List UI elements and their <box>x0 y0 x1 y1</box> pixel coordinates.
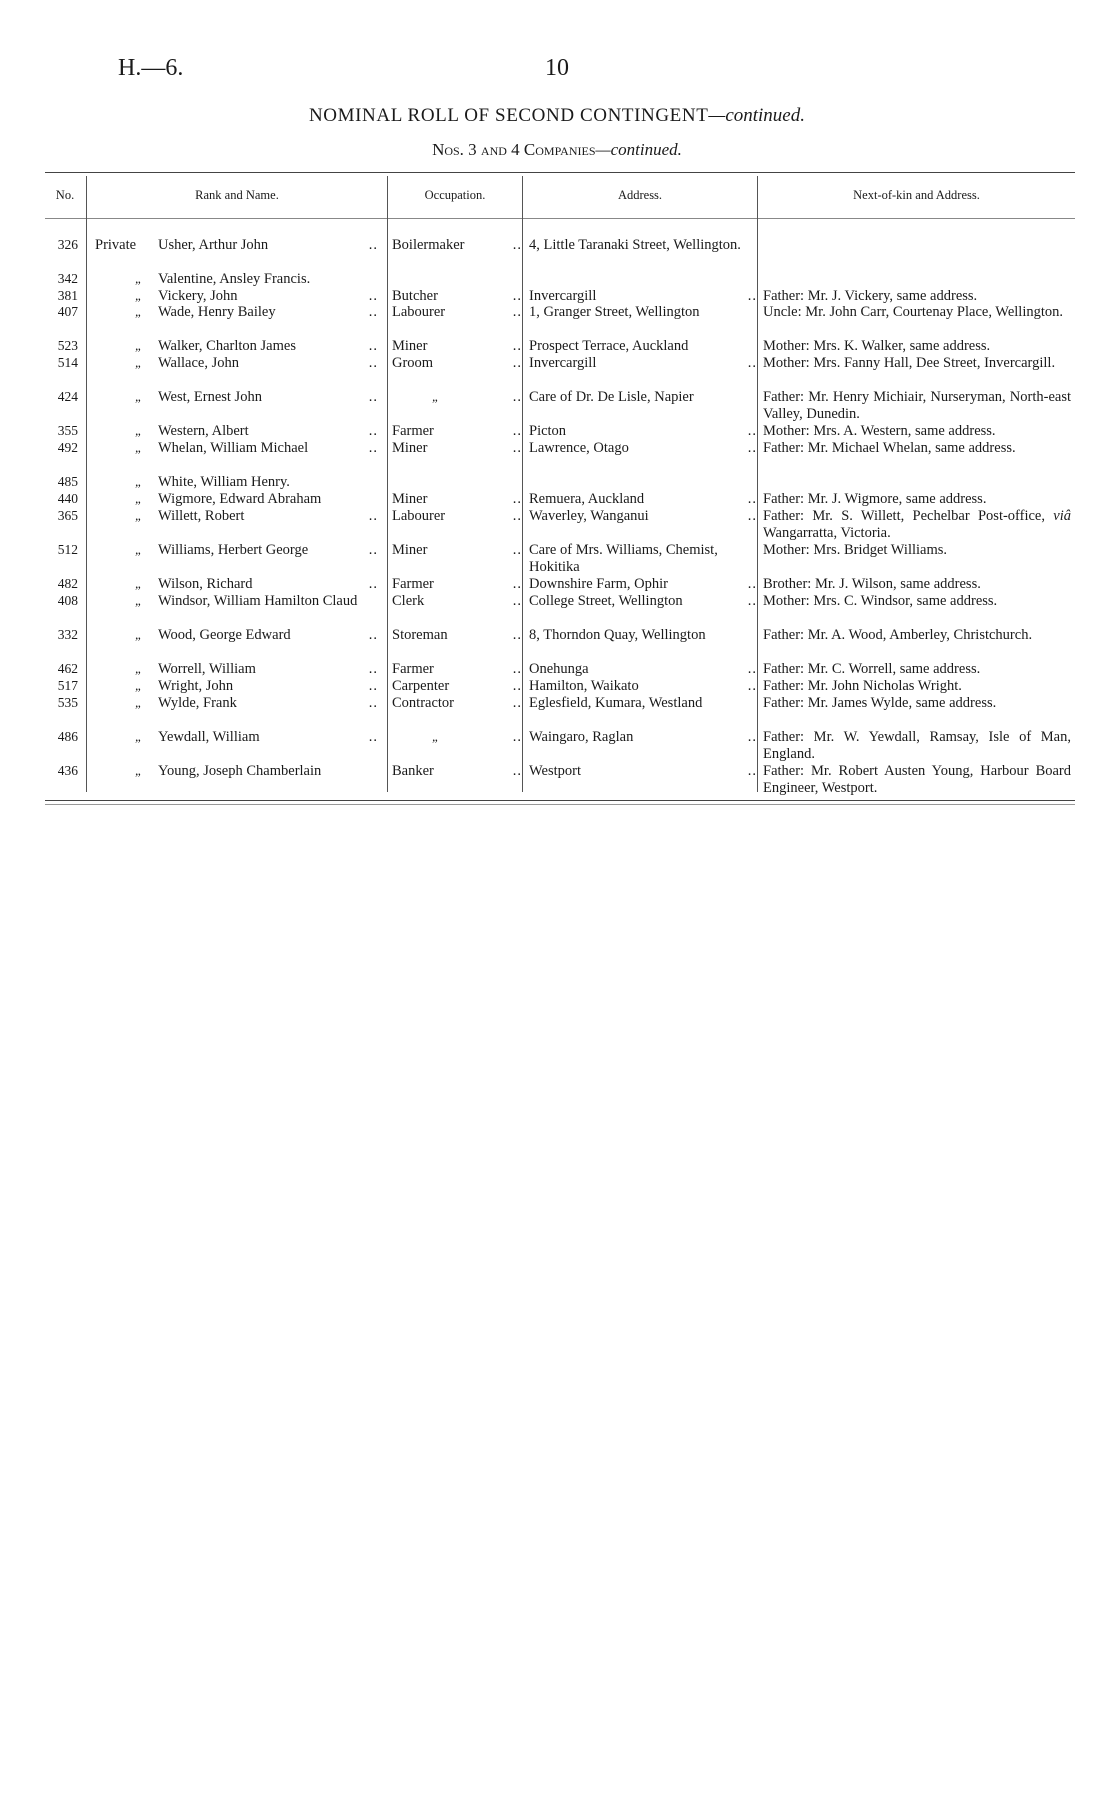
address: 8, Thorndon Quay, Wellington <box>529 627 706 643</box>
rank-ditto: „ <box>135 304 143 319</box>
soldier-name: Wylde, Frank .. <box>158 695 378 711</box>
roll-subtitle: Nos. 3 and 4 Companies—continued. <box>432 140 682 159</box>
column-header-next-of-kin: Next-of-kin and Address. <box>853 188 980 202</box>
soldier-name: West, Ernest John .. <box>158 389 378 405</box>
service-number: 514 <box>57 355 78 370</box>
next-of-kin: Father: Mr. J. Vickery, same address. <box>763 288 978 304</box>
service-number: 517 <box>57 678 78 693</box>
service-number: 355 <box>57 423 78 438</box>
address: 1, Granger Street, Wellington <box>529 304 700 320</box>
service-number: 326 <box>57 237 78 252</box>
soldier-name: Wigmore, Edward Abraham <box>158 491 322 507</box>
header-bottom-rule <box>45 218 1075 219</box>
address: Hamilton, Waikato .. <box>529 678 757 694</box>
rank-ditto: „ <box>135 491 143 506</box>
next-of-kin: Father: Mr. James Wylde, same address. <box>763 695 997 711</box>
address: Onehunga .. <box>529 661 757 677</box>
address: Lawrence, Otago .. <box>529 440 757 456</box>
service-number: 440 <box>57 491 78 506</box>
address: Westport .. <box>529 763 757 779</box>
service-number: 492 <box>57 440 78 455</box>
occupation: „ .. <box>432 389 522 405</box>
next-of-kin: Father: Mr. Robert Austen Young, Harbour Board Engineer, Westport. <box>763 763 1071 796</box>
occupation: Contractor .. <box>392 695 522 711</box>
next-of-kin: Father: Mr. Henry Michiair, Nurseryman, North-east Valley, Dunedin. <box>763 389 1071 422</box>
soldier-name: Wright, John .. <box>158 678 378 694</box>
rank-ditto: „ <box>135 678 143 693</box>
occupation: Labourer .. <box>392 304 522 320</box>
address: Remuera, Auckland .. <box>529 491 757 507</box>
soldier-name: Walker, Charlton James .. <box>158 338 378 354</box>
next-of-kin: Father: Mr. W. Yewdall, Ramsay, Isle of Man, England. <box>763 729 1071 762</box>
roll-title: NOMINAL ROLL OF SECOND CONTINGENT—continued. <box>308 105 805 126</box>
soldier-name: Vickery, John .. <box>158 288 378 304</box>
occupation: Clerk .. <box>392 593 522 609</box>
column-header-rank-name: Rank and Name. <box>195 188 279 202</box>
soldier-name: Young, Joseph Chamberlain <box>158 763 322 779</box>
next-of-kin: Mother: Mrs. Fanny Hall, Dee Street, Invercargill. <box>763 355 1056 371</box>
rank-ditto: „ <box>135 271 143 286</box>
rank-ditto: „ <box>135 440 143 455</box>
next-of-kin: Brother: Mr. J. Wilson, same address. <box>763 576 981 592</box>
next-of-kin: Father: Mr. Michael Whelan, same address. <box>763 440 1016 456</box>
service-number: 485 <box>57 474 78 489</box>
soldier-name: Usher, Arthur John .. <box>158 237 378 253</box>
service-number: 436 <box>57 763 78 778</box>
column-divider <box>86 176 87 792</box>
column-header-occupation: Occupation. <box>424 188 486 202</box>
rank-ditto: „ <box>135 508 143 523</box>
service-number: 424 <box>57 389 78 404</box>
service-number: 486 <box>57 729 78 744</box>
page-number: 10 <box>545 55 569 81</box>
service-number: 523 <box>57 338 78 353</box>
rank: Private <box>95 237 137 253</box>
address: Invercargill .. <box>529 355 757 371</box>
address: Care of Dr. De Lisle, Napier <box>529 389 694 405</box>
soldier-name: Windsor, William Hamilton Claud <box>158 593 358 609</box>
occupation: „ .. <box>432 729 522 745</box>
address: College Street, Wellington .. <box>529 593 757 609</box>
occupation: Boilermaker .. <box>392 237 522 253</box>
occupation: Butcher .. <box>392 288 522 304</box>
address: Picton .. <box>529 423 757 439</box>
column-header-address: Address. <box>617 188 663 202</box>
next-of-kin: Mother: Mrs. K. Walker, same address. <box>763 338 991 354</box>
table-top-rule <box>45 172 1075 173</box>
soldier-name: Wood, George Edward .. <box>158 627 378 643</box>
service-number: 332 <box>57 627 78 642</box>
next-of-kin: Mother: Mrs. A. Western, same address. <box>763 423 996 439</box>
soldier-name: Whelan, William Michael .. <box>158 440 378 456</box>
occupation: Miner .. <box>392 542 522 558</box>
address: Care of Mrs. Williams, Chemist, Hokitika <box>529 542 718 575</box>
address: Eglesfield, Kumara, Westland <box>529 695 703 711</box>
occupation: Groom .. <box>392 355 522 371</box>
service-number: 482 <box>57 576 78 591</box>
rank-ditto: „ <box>135 729 143 744</box>
next-of-kin: Father: Mr. A. Wood, Amberley, Christchurch. <box>763 627 1033 643</box>
service-number: 408 <box>57 593 78 608</box>
address: Invercargill .. <box>529 288 757 304</box>
soldier-name: Wallace, John .. <box>158 355 378 371</box>
rank-ditto: „ <box>135 389 143 404</box>
service-number: 381 <box>57 288 78 303</box>
next-of-kin: Mother: Mrs. Bridget Williams. <box>763 542 948 558</box>
occupation: Farmer .. <box>392 576 522 592</box>
address: 4, Little Taranaki Street, Wellington. <box>529 237 741 253</box>
table-bottom-rule <box>45 800 1075 801</box>
address: Prospect Terrace, Auckland <box>529 338 689 354</box>
occupation: Carpenter .. <box>392 678 522 694</box>
next-of-kin: Father: Mr. S. Willett, Pechelbar Post-office, viâ Wangarratta, Victoria. <box>763 508 1071 541</box>
next-of-kin: Father: Mr. John Nicholas Wright. <box>763 678 962 694</box>
next-of-kin: Uncle: Mr. John Carr, Courtenay Place, Wellington. <box>763 304 1064 320</box>
address: Waingaro, Raglan .. <box>529 729 757 745</box>
soldier-name: Western, Albert .. <box>158 423 378 439</box>
soldier-name: Wilson, Richard .. <box>158 576 378 592</box>
column-header-no: No. <box>55 188 75 202</box>
rank-ditto: „ <box>135 542 143 557</box>
occupation: Farmer .. <box>392 423 522 439</box>
next-of-kin: Mother: Mrs. C. Windsor, same address. <box>763 593 998 609</box>
rank-ditto: „ <box>135 355 143 370</box>
service-number: 342 <box>57 271 78 286</box>
soldier-name: White, William Henry. <box>158 474 290 490</box>
soldier-name: Williams, Herbert George .. <box>158 542 378 558</box>
soldier-name: Yewdall, William .. <box>158 729 378 745</box>
occupation: Miner .. <box>392 440 522 456</box>
rank-ditto: „ <box>135 338 143 353</box>
service-number: 407 <box>57 304 78 319</box>
soldier-name: Wade, Henry Bailey .. <box>158 304 378 320</box>
soldier-name: Valentine, Ansley Francis. <box>158 271 311 287</box>
occupation: Miner .. <box>392 338 522 354</box>
soldier-name: Willett, Robert .. <box>158 508 378 524</box>
address: Waverley, Wanganui .. <box>529 508 757 524</box>
column-divider <box>757 176 758 792</box>
rank-ditto: „ <box>135 288 143 303</box>
rank-ditto: „ <box>135 627 143 642</box>
service-number: 512 <box>57 542 78 557</box>
occupation: Miner .. <box>392 491 522 507</box>
rank-ditto: „ <box>135 474 143 489</box>
rank-ditto: „ <box>135 593 143 608</box>
rank-ditto: „ <box>135 763 143 778</box>
occupation: Labourer .. <box>392 508 522 524</box>
service-number: 462 <box>57 661 78 676</box>
document-code: H.—6. <box>118 55 184 81</box>
service-number: 535 <box>57 695 78 710</box>
occupation: Storeman .. <box>392 627 522 643</box>
rank-ditto: „ <box>135 661 143 676</box>
address: Downshire Farm, Ophir .. <box>529 576 757 592</box>
rank-ditto: „ <box>135 695 143 710</box>
occupation: Farmer .. <box>392 661 522 677</box>
soldier-name: Worrell, William .. <box>158 661 378 677</box>
rank-ditto: „ <box>135 423 143 438</box>
column-divider <box>522 176 523 792</box>
next-of-kin: Father: Mr. C. Worrell, same address. <box>763 661 981 677</box>
occupation: Banker .. <box>392 763 522 779</box>
service-number: 365 <box>57 508 78 523</box>
rank-ditto: „ <box>135 576 143 591</box>
next-of-kin: Father: Mr. J. Wigmore, same address. <box>763 491 987 507</box>
table-bottom-rule-2 <box>45 804 1075 805</box>
